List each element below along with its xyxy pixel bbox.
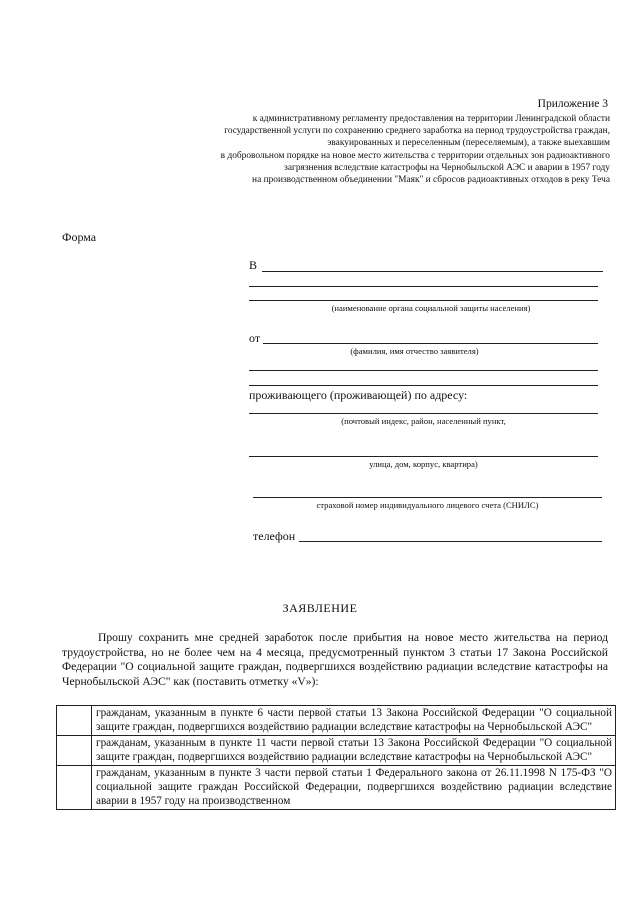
annex-line: эвакуированных и переселенным (переселяемым), а также выехавшим bbox=[327, 138, 610, 149]
to-prefix: В bbox=[249, 258, 258, 272]
option-text: гражданам, указанным в пункте 6 части первой статьи 13 Закона Российской Федерации "О социальной защите граждан, подвергшихся воздействию радиации вследствие катастрофы на Чернобыльской АЭС" bbox=[92, 706, 616, 736]
annex-title: Приложение 3 bbox=[537, 98, 608, 110]
option-row bbox=[57, 766, 616, 810]
annex-line: загрязнения вследствие катастрофы на Чернобыльской АЭС и аварии в 1957 году bbox=[284, 162, 610, 173]
annex-line: в добровольном порядке на новое место жительства с территории отдельных зон радиоактивного bbox=[220, 150, 610, 161]
statement-heading: ЗАЯВЛЕНИЕ bbox=[282, 601, 358, 615]
options-table bbox=[56, 705, 616, 810]
name-caption: (фамилия, имя отчество заявителя) bbox=[350, 346, 479, 356]
street-caption: улица, дом, корпус, квартира) bbox=[369, 459, 478, 469]
snils-caption: страховой номер индивидуального лицевого счета (СНИЛС) bbox=[316, 500, 539, 510]
statement-text: Прошу сохранить мне средней заработок после прибытия на новое место жительства на период трудоустройства, но не более чем на 4 месяца, предусмотренный пунктом 3 статьи 17 Закона Российской Федерации "О социальной защите граждан, подвергшихся воздействию радиации вследствие катастрофы на Чернобыльской АЭС" как (поставить отметку «V»): bbox=[62, 631, 608, 688]
phone-label: телефон bbox=[253, 529, 296, 543]
annex-line: к административному регламенту предоставления на территории Ленинградской области bbox=[252, 114, 610, 124]
option-checkbox-cell[interactable] bbox=[57, 706, 92, 736]
option-row bbox=[57, 736, 616, 766]
from-prefix: от bbox=[249, 331, 261, 345]
annex-line: на производственном объединении "Маяк" и сбросов радиоактивных отходов в реку Теча bbox=[252, 175, 610, 186]
residing-label: проживающего (проживающей) по адресу: bbox=[249, 388, 468, 402]
option-row bbox=[57, 706, 616, 736]
postal-caption: (почтовый индекс, район, населенный пункт, bbox=[341, 416, 506, 426]
organ-caption: (наименование органа социальной защиты населения) bbox=[331, 303, 531, 313]
option-text: гражданам, указанным в пункте 11 части первой статьи 13 Закона Российской Федерации "О социальной защите граждан, подвергшихся воздействию радиации вследствие катастрофы на Чернобыльской АЭС" bbox=[92, 736, 616, 766]
option-text: гражданам, указанным в пункте 3 части первой статьи 1 Федерального закона от 26.11.1998 N 175-ФЗ "О социальной защите граждан Российской Федерации, подвергшихся воздействию радиации вследствие аварии в 1957 году на производственном bbox=[92, 766, 616, 810]
option-checkbox-cell[interactable] bbox=[57, 736, 92, 766]
annex-line: государственной услуги по сохранению среднего заработка на период трудоустройства граждан, bbox=[224, 126, 610, 137]
option-checkbox-cell[interactable] bbox=[57, 766, 92, 810]
form-label: Форма bbox=[62, 230, 97, 244]
